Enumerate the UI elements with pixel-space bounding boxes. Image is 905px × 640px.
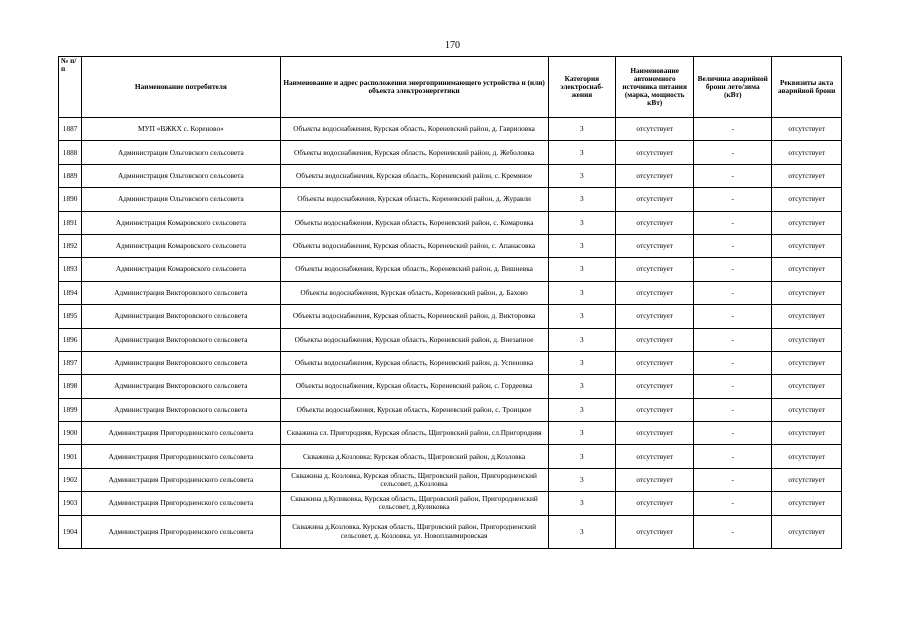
cell-category: 3 — [548, 164, 616, 187]
cell-num: 1896 — [59, 328, 82, 351]
cell-consumer: Администрация Викторовского сельсовета — [82, 375, 280, 398]
cell-object: Объекты водоснабжения, Курская область, Кореневский район, с. Апанасовка — [280, 234, 548, 257]
cell-details: отсутствует — [772, 445, 842, 468]
cell-details: отсутствует — [772, 375, 842, 398]
cell-category: 3 — [548, 468, 616, 491]
cell-num: 1894 — [59, 281, 82, 304]
table-row — [59, 422, 842, 445]
cell-num: 1893 — [59, 258, 82, 281]
cell-object: Объекты водоснабжения, Курская область, Кореневский район, д. Вишневка — [280, 258, 548, 281]
cell-consumer: Администрация Ольговского сельсовета — [82, 141, 280, 164]
cell-category: 3 — [548, 445, 616, 468]
cell-category: 3 — [548, 258, 616, 281]
cell-num: 1892 — [59, 234, 82, 257]
cell-category: 3 — [548, 351, 616, 374]
cell-object: Объекты водоснабжения, Курская область, Кореневский район, с. Кремяное — [280, 164, 548, 187]
cell-power: - — [694, 234, 772, 257]
cell-category: 3 — [548, 328, 616, 351]
cell-category: 3 — [548, 515, 616, 548]
cell-power: - — [694, 188, 772, 211]
cell-consumer: МУП «ВЖКХ с. Кореново» — [82, 118, 280, 141]
header-consumer: Наименование потребителя — [82, 57, 280, 118]
cell-power: - — [694, 141, 772, 164]
cell-category: 3 — [548, 234, 616, 257]
cell-details: отсутствует — [772, 305, 842, 328]
cell-source: отсутствует — [616, 141, 694, 164]
cell-category: 3 — [548, 118, 616, 141]
cell-object: Скважина д. Козловка, Курская область, Щигровский район, Пригородненский сельсовет, д.Козловка — [280, 468, 548, 491]
cell-object: Объекты водоснабжения, Курская область, Кореневский район, д. Викторовка — [280, 305, 548, 328]
cell-source: отсутствует — [616, 305, 694, 328]
cell-consumer: Администрация Ольговского сельсовета — [82, 188, 280, 211]
cell-source: отсутствует — [616, 328, 694, 351]
cell-consumer: Администрация Пригородненского сельсовета — [82, 492, 280, 515]
table-row — [59, 398, 842, 421]
cell-power: - — [694, 328, 772, 351]
cell-source: отсутствует — [616, 375, 694, 398]
cell-object: Скважина д.Куликовка, Курская область, Щигровский район, Пригородненский сельсовет, д.Куликовка — [280, 492, 548, 515]
cell-details: отсутствует — [772, 281, 842, 304]
cell-consumer: Администрация Пригородненского сельсовета — [82, 422, 280, 445]
table-row — [59, 188, 842, 211]
table-row — [59, 515, 842, 548]
table-row — [59, 305, 842, 328]
table-row — [59, 492, 842, 515]
cell-source: отсутствует — [616, 188, 694, 211]
cell-num: 1888 — [59, 141, 82, 164]
cell-object: Объекты водоснабжения, Курская область, Кореневский район, с. Гордеевка — [280, 375, 548, 398]
cell-consumer: Администрация Викторовского сельсовета — [82, 351, 280, 374]
cell-consumer: Администрация Пригородненского сельсовета — [82, 515, 280, 548]
cell-power: - — [694, 164, 772, 187]
cell-details: отсутствует — [772, 422, 842, 445]
cell-object: Объекты водоснабжения, Курская область, Кореневский район, д. Гавриловка — [280, 118, 548, 141]
cell-details: отсутствует — [772, 328, 842, 351]
cell-source: отсутствует — [616, 164, 694, 187]
cell-num: 1889 — [59, 164, 82, 187]
cell-source: отсутствует — [616, 398, 694, 421]
table-row — [59, 281, 842, 304]
table-row — [59, 234, 842, 257]
cell-power: - — [694, 375, 772, 398]
cell-num: 1890 — [59, 188, 82, 211]
cell-details: отсутствует — [772, 398, 842, 421]
cell-object: Объекты водоснабжения, Курская область, Кореневский район, с. Комаровка — [280, 211, 548, 234]
table-row — [59, 328, 842, 351]
header-row — [59, 57, 842, 118]
cell-num: 1897 — [59, 351, 82, 374]
cell-details: отсутствует — [772, 258, 842, 281]
cell-consumer: Администрация Викторовского сельсовета — [82, 281, 280, 304]
cell-consumer: Администрация Ольговского сельсовета — [82, 164, 280, 187]
table-row — [59, 375, 842, 398]
cell-power: - — [694, 351, 772, 374]
cell-source: отсутствует — [616, 422, 694, 445]
cell-num: 1898 — [59, 375, 82, 398]
cell-source: отсутствует — [616, 258, 694, 281]
cell-num: 1902 — [59, 468, 82, 491]
cell-category: 3 — [548, 141, 616, 164]
table-row — [59, 118, 842, 141]
cell-power: - — [694, 211, 772, 234]
cell-object: Объекты водоснабжения, Курская область, Кореневский район, д. Журавли — [280, 188, 548, 211]
cell-source: отсутствует — [616, 118, 694, 141]
cell-details: отсутствует — [772, 234, 842, 257]
cell-details: отсутствует — [772, 141, 842, 164]
table-row — [59, 258, 842, 281]
header-object: Наименование и адрес расположения энергопринимающего устройства и (или) объекта электроэнергетики — [280, 57, 548, 118]
cell-power: - — [694, 492, 772, 515]
cell-details: отсутствует — [772, 492, 842, 515]
cell-power: - — [694, 515, 772, 548]
cell-num: 1903 — [59, 492, 82, 515]
page-number: 170 — [445, 40, 460, 51]
cell-category: 3 — [548, 375, 616, 398]
cell-object: Объекты водоснабжения, Курская область, Кореневский район, с. Троицкое — [280, 398, 548, 421]
cell-details: отсутствует — [772, 468, 842, 491]
cell-power: - — [694, 281, 772, 304]
cell-power: - — [694, 258, 772, 281]
cell-object: Скважина д.Козловка, Курская область, Щигровский район, Пригородненский сельсовет, д. Козловка, ул. Новоплаимировская — [280, 515, 548, 548]
cell-num: 1891 — [59, 211, 82, 234]
header-details: Реквизиты акта аварийной брони — [772, 57, 842, 118]
cell-consumer: Администрация Викторовского сельсовета — [82, 305, 280, 328]
cell-category: 3 — [548, 492, 616, 515]
cell-consumer: Администрация Пригородненского сельсовета — [82, 468, 280, 491]
cell-power: - — [694, 305, 772, 328]
cell-object: Объекты водоснабжения, Курская область, Кореневский район, д. Жеболовка — [280, 141, 548, 164]
table-row — [59, 164, 842, 187]
cell-num: 1900 — [59, 422, 82, 445]
cell-details: отсутствует — [772, 188, 842, 211]
header-source: Наименование автономного источника питания (марка, мощность кВт) — [616, 57, 694, 118]
header-power: Величина аварийной брони лето/зима (кВт) — [694, 57, 772, 118]
cell-consumer: Администрация Комаровского сельсовета — [82, 258, 280, 281]
cell-object: Скважина д.Козловка; Курская область, Щигровский район, д.Козловка — [280, 445, 548, 468]
cell-details: отсутствует — [772, 351, 842, 374]
cell-details: отсутствует — [772, 118, 842, 141]
cell-object: Объекты водоснабжения, Курская область, Кореневский район, д. Внезапное — [280, 328, 548, 351]
cell-category: 3 — [548, 422, 616, 445]
cell-consumer: Администрация Викторовского сельсовета — [82, 328, 280, 351]
cell-consumer: Администрация Викторовского сельсовета — [82, 398, 280, 421]
cell-source: отсутствует — [616, 492, 694, 515]
cell-num: 1901 — [59, 445, 82, 468]
cell-object: Объекты водоснабжения, Курская область, Кореневский район, д. Бахово — [280, 281, 548, 304]
cell-num: 1904 — [59, 515, 82, 548]
cell-power: - — [694, 118, 772, 141]
table-row — [59, 445, 842, 468]
cell-category: 3 — [548, 305, 616, 328]
cell-consumer: Администрация Комаровского сельсовета — [82, 211, 280, 234]
cell-num: 1895 — [59, 305, 82, 328]
table-row — [59, 141, 842, 164]
cell-category: 3 — [548, 188, 616, 211]
cell-source: отсутствует — [616, 468, 694, 491]
table-row — [59, 468, 842, 491]
table-body — [59, 118, 842, 549]
cell-category: 3 — [548, 211, 616, 234]
cell-details: отсутствует — [772, 164, 842, 187]
table-row — [59, 211, 842, 234]
cell-consumer: Администрация Пригородненского сельсовета — [82, 445, 280, 468]
cell-source: отсутствует — [616, 351, 694, 374]
cell-power: - — [694, 468, 772, 491]
cell-num: 1887 — [59, 118, 82, 141]
cell-details: отсутствует — [772, 211, 842, 234]
cell-power: - — [694, 422, 772, 445]
cell-power: - — [694, 445, 772, 468]
cell-num: 1899 — [59, 398, 82, 421]
header-category: Категория электроснаб-жения — [548, 57, 616, 118]
table-row — [59, 351, 842, 374]
cell-category: 3 — [548, 398, 616, 421]
cell-source: отсутствует — [616, 211, 694, 234]
cell-category: 3 — [548, 281, 616, 304]
cell-source: отсутствует — [616, 281, 694, 304]
cell-details: отсутствует — [772, 515, 842, 548]
emergency-reserve-table — [58, 56, 842, 549]
header-num: № п/п — [59, 57, 82, 118]
cell-object: Объекты водоснабжения, Курская область, Кореневский район, д. Успеновка — [280, 351, 548, 374]
cell-source: отсутствует — [616, 515, 694, 548]
cell-object: Скважина сл. Пригородняя, Курская область, Щигровский район, сл.Пригородняя — [280, 422, 548, 445]
cell-source: отсутствует — [616, 445, 694, 468]
cell-consumer: Администрация Комаровского сельсовета — [82, 234, 280, 257]
cell-power: - — [694, 398, 772, 421]
cell-source: отсутствует — [616, 234, 694, 257]
